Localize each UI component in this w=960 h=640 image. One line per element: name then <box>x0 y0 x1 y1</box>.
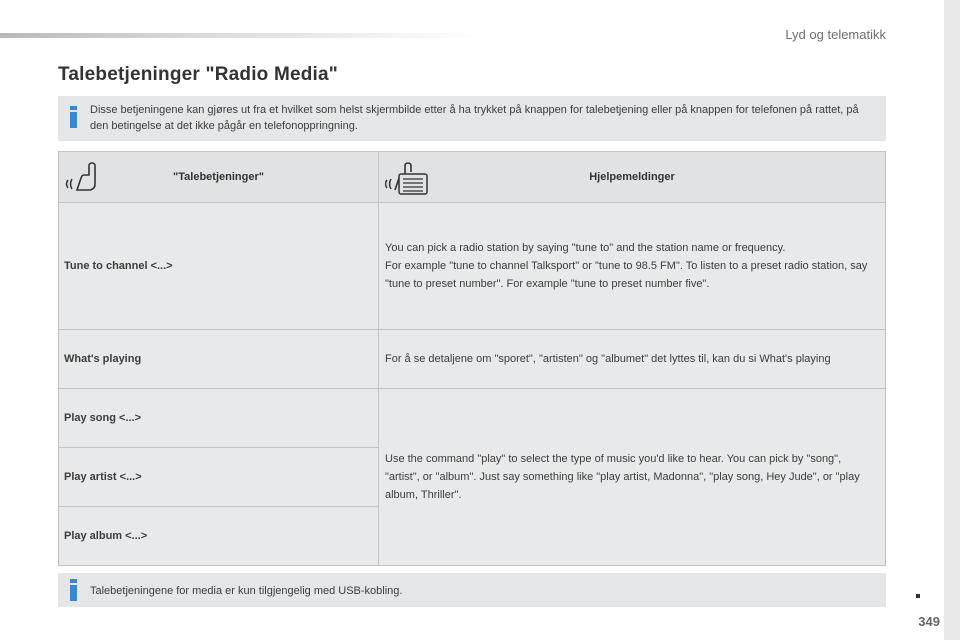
info-note-bottom-text: Talebetjeningene for media er kun tilgjengelig med USB-kobling. <box>90 585 403 597</box>
command-cell: What's playing <box>59 330 379 389</box>
help-cell: For å se detaljene om "sporet", "artisten" og "albumet" det lyttes til, kan du si What's playing <box>379 330 886 389</box>
voice-help-icon <box>385 160 429 196</box>
info-note-bottom <box>58 573 886 607</box>
table-row <box>59 330 886 389</box>
page-number: 349 <box>918 614 940 629</box>
help-cell: You can pick a radio station by saying "tune to" and the station name or frequency. For example "tune to channel Talksport" or "tune to 98.5 FM". To listen to a preset radio station, say "tune to preset number". For example "tune to preset number five". <box>379 203 886 330</box>
table-header-row <box>59 152 886 203</box>
column-header-commands <box>59 152 379 203</box>
page-title: Talebetjeninger "Radio Media" <box>58 64 339 85</box>
info-note-top-text: Disse betjeningene kan gjøres ut fra et hvilket som helst skjermbilde etter å ha trykket på knappen for talebetjening eller på knappen for telefonen på rattet, på den betingelse at det ikke pågår en telefonoppringning. <box>90 104 859 132</box>
header-rule <box>0 33 480 38</box>
voice-command-icon <box>65 160 99 194</box>
command-cell: Play song <...> <box>59 389 379 448</box>
command-cell: Tune to channel <...> <box>59 203 379 330</box>
page-marker <box>916 594 920 598</box>
table-row <box>59 203 886 330</box>
voice-commands-table <box>58 151 886 566</box>
column-header-commands-label: "Talebetjeninger" <box>173 171 264 183</box>
column-header-help-label: Hjelpemeldinger <box>589 171 675 183</box>
table-row <box>59 389 886 448</box>
command-cell: Play artist <...> <box>59 448 379 507</box>
info-note-top <box>58 96 886 141</box>
help-cell: Use the command "play" to select the type of music you'd like to hear. You can pick by "song", "artist", or "album". Just say something like "play artist, Madonna", "play song, Hey Jude", or "play album, Thriller". <box>379 389 886 566</box>
command-cell: Play album <...> <box>59 507 379 566</box>
page-edge-band <box>944 0 960 640</box>
section-title: Lyd og telematikk <box>785 27 886 42</box>
column-header-help <box>379 152 886 203</box>
